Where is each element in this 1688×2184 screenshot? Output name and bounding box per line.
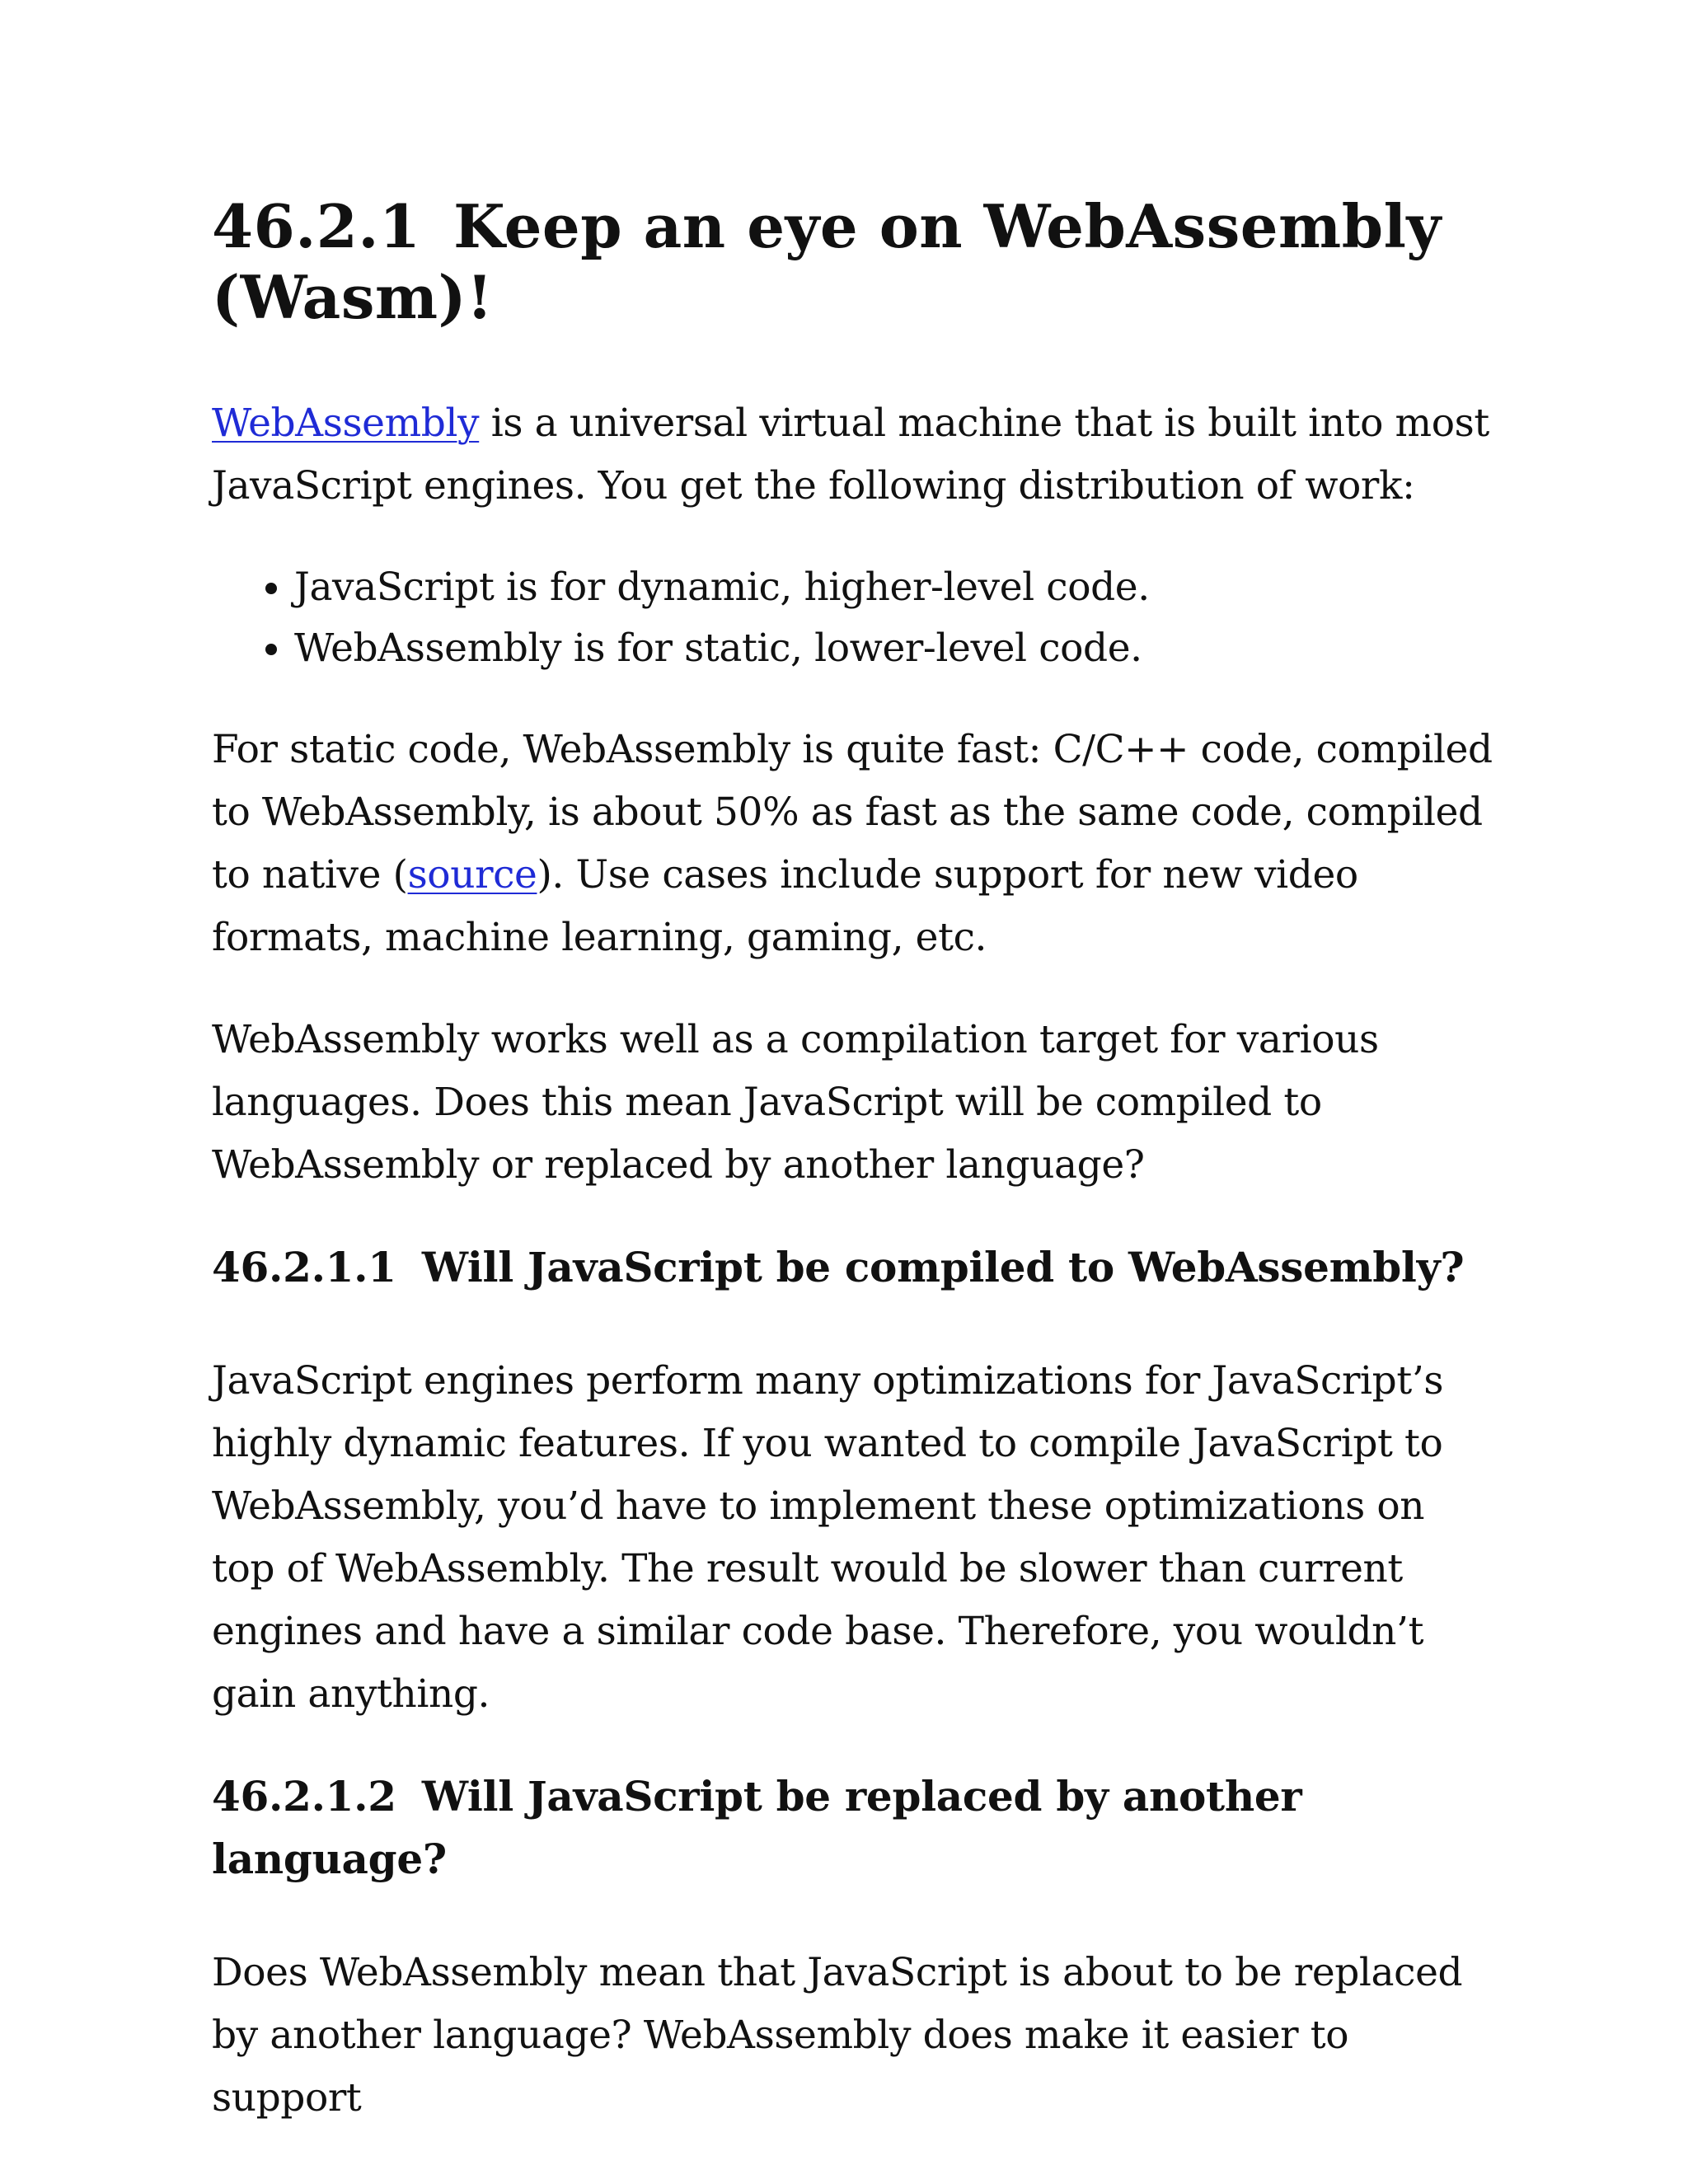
subsection-title: Will JavaScript be compiled to WebAssembly? <box>421 1243 1465 1291</box>
static-code-paragraph <box>212 719 1498 969</box>
subsection-number: 46.2.1.2 <box>212 1772 396 1821</box>
subsection-heading-compiled <box>212 1236 1498 1299</box>
work-distribution-list <box>212 557 1498 679</box>
section-title: Keep an eye on WebAssembly (Wasm)! <box>212 191 1442 332</box>
intro-text: is a universal virtual machine that is built into most JavaScript engines. You get the following distribution of work: <box>212 401 1489 509</box>
section-number: 46.2.1 <box>212 191 421 261</box>
intro-paragraph <box>212 392 1498 518</box>
webassembly-link[interactable]: WebAssembly <box>212 401 480 446</box>
source-link[interactable]: source <box>407 852 537 898</box>
subsection-number: 46.2.1.1 <box>212 1243 396 1291</box>
replaced-paragraph: Does WebAssembly mean that JavaScript is about to be replaced by another language? WebAssembly does make it easier to support <box>212 1950 1463 2121</box>
document-page <box>212 191 1498 2169</box>
compiled-paragraph: JavaScript engines perform many optimizations for JavaScript’s highly dynamic features. If you wanted to compile JavaScript to WebAssembly, you’d have to implement these optimizations on top of WebAssembly. The result would be slower than current engines and have a similar code base. Therefore, you wouldn’t gain anything. <box>212 1358 1444 1717</box>
static-code-text-after: ). Use cases include support for new video formats, machine learning, gaming, etc. <box>212 852 1358 960</box>
list-item: • WebAssembly is for static, lower-level code. <box>294 618 1498 679</box>
subsection-heading-replaced <box>212 1765 1498 1891</box>
list-item: • JavaScript is for dynamic, higher-level code. <box>294 557 1498 618</box>
compilation-target-paragraph: WebAssembly works well as a compilation target for various languages. Does this mean JavaScript will be compiled to WebAssembly or replaced by another language? <box>212 1017 1379 1188</box>
section-heading <box>212 191 1498 333</box>
static-code-text-before: For static code, WebAssembly is quite fast: C/C++ code, compiled to WebAssembly, is about 50% as fast as the same code, compiled to native ( <box>212 727 1493 898</box>
subsection-title: Will JavaScript be replaced by another language? <box>212 1772 1302 1883</box>
